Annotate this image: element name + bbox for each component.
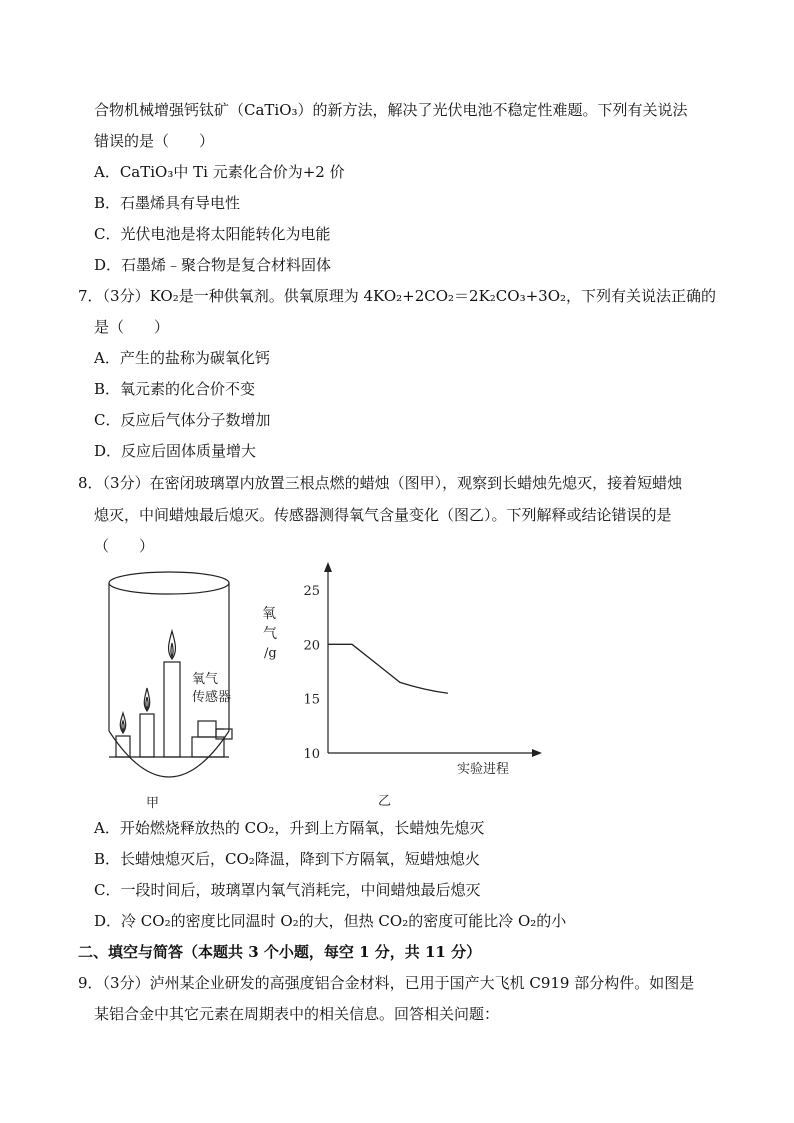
x-axis-label: 实验进程 xyxy=(457,762,510,777)
oxygen-series-line xyxy=(328,644,448,693)
figure-candles xyxy=(80,565,260,815)
middle-candle xyxy=(140,714,154,757)
y-tick-label: 15 xyxy=(303,692,320,708)
q6-stem-line1: 合物机械增强钙钛矿（CaTiO₃）的新方法，解决了光伏电池不稳定性难题。下列有关说法 xyxy=(94,101,688,119)
q8-option-b: B．长蜡烛熄灭后，CO₂降温，降到下方隔氧，短蜡烛熄火 xyxy=(94,850,480,868)
figure-a-caption: 甲 xyxy=(146,796,160,811)
y-tick-label: 20 xyxy=(303,638,320,654)
q9-stem-line2: 某铝合金中其它元素在周期表中的相关信息。回答相关问题： xyxy=(94,1005,500,1023)
figure-oxygen-chart xyxy=(255,560,555,810)
y-axis-arrow xyxy=(324,562,332,572)
q6-option-d: D．石墨烯﹣聚合物是复合材料固体 xyxy=(94,256,332,274)
q6-stem-line2: 错误的是（ ） xyxy=(94,132,215,150)
q7-stem-line1: 7．（3分）KO₂是一种供氧剂。供氧原理为 4KO₂+2CO₂＝2K₂CO₃+3O₂，下列有关说法正确的 xyxy=(78,287,717,305)
q8-stem-line3: （ ） xyxy=(94,537,155,555)
figure-b-caption: 乙 xyxy=(378,794,392,809)
q9-stem-line1: 9．（3分）泸州某企业研发的高强度铝合金材料，已用于国产大飞机 C919 部分构件。如图是 xyxy=(78,974,695,992)
sensor-label-line2: 传感器 xyxy=(192,690,232,705)
q7-option-b: B．氧元素的化合价不变 xyxy=(94,380,256,398)
y-axis-label-char3: /g xyxy=(264,646,277,661)
y-axis-label-char1: 氧 xyxy=(262,606,276,622)
section-2-heading: 二、填空与简答（本题共 3 个小题，每空 1 分，共 11 分） xyxy=(78,943,482,961)
y-tick-label: 10 xyxy=(303,747,320,762)
x-axis-arrow xyxy=(532,749,542,757)
q7-option-d: D．反应后固体质量增大 xyxy=(94,442,257,460)
q8-option-d: D．冷 CO₂的密度比同温时 O₂的大，但热 CO₂的密度可能比冷 O₂的小 xyxy=(94,912,567,930)
glass-cover-top xyxy=(109,572,229,594)
glass-cover-bottom xyxy=(109,731,229,777)
q6-option-c: C．光伏电池是将太阳能转化为电能 xyxy=(94,225,331,243)
q7-option-c: C．反应后气体分子数增加 xyxy=(94,411,271,429)
q8-option-c: C．一段时间后，玻璃罩内氧气消耗完，中间蜡烛最后熄灭 xyxy=(94,881,481,899)
y-axis-label-char2: 气 xyxy=(263,626,277,642)
q8-stem-line1: 8．（3分）在密闭玻璃罩内放置三根点燃的蜡烛（图甲），观察到长蜡烛先熄灭，接着短蜡烛 xyxy=(78,474,683,492)
oxygen-sensor-body xyxy=(192,737,224,757)
y-tick-label: 25 xyxy=(303,584,320,599)
q6-option-a: A．CaTiO₃中 Ti 元素化合价为+2 价 xyxy=(94,163,345,181)
sensor-label-line1: 氧气 xyxy=(192,672,219,687)
q8-option-a: A．开始燃烧释放热的 CO₂，升到上方隔氧，长蜡烛先熄灭 xyxy=(94,819,485,837)
q6-option-b: B．石墨烯具有导电性 xyxy=(94,194,241,212)
short-candle xyxy=(116,736,130,757)
long-candle xyxy=(164,662,180,757)
q7-stem-line2: 是（ ） xyxy=(94,318,170,336)
oxygen-sensor-head xyxy=(198,721,216,737)
q8-stem-line2: 熄灭，中间蜡烛最后熄灭。传感器测得氧气含量变化（图乙）。下列解释或结论错误的是 xyxy=(94,506,672,524)
q7-option-a: A．产生的盐称为碳氧化钙 xyxy=(94,349,270,367)
